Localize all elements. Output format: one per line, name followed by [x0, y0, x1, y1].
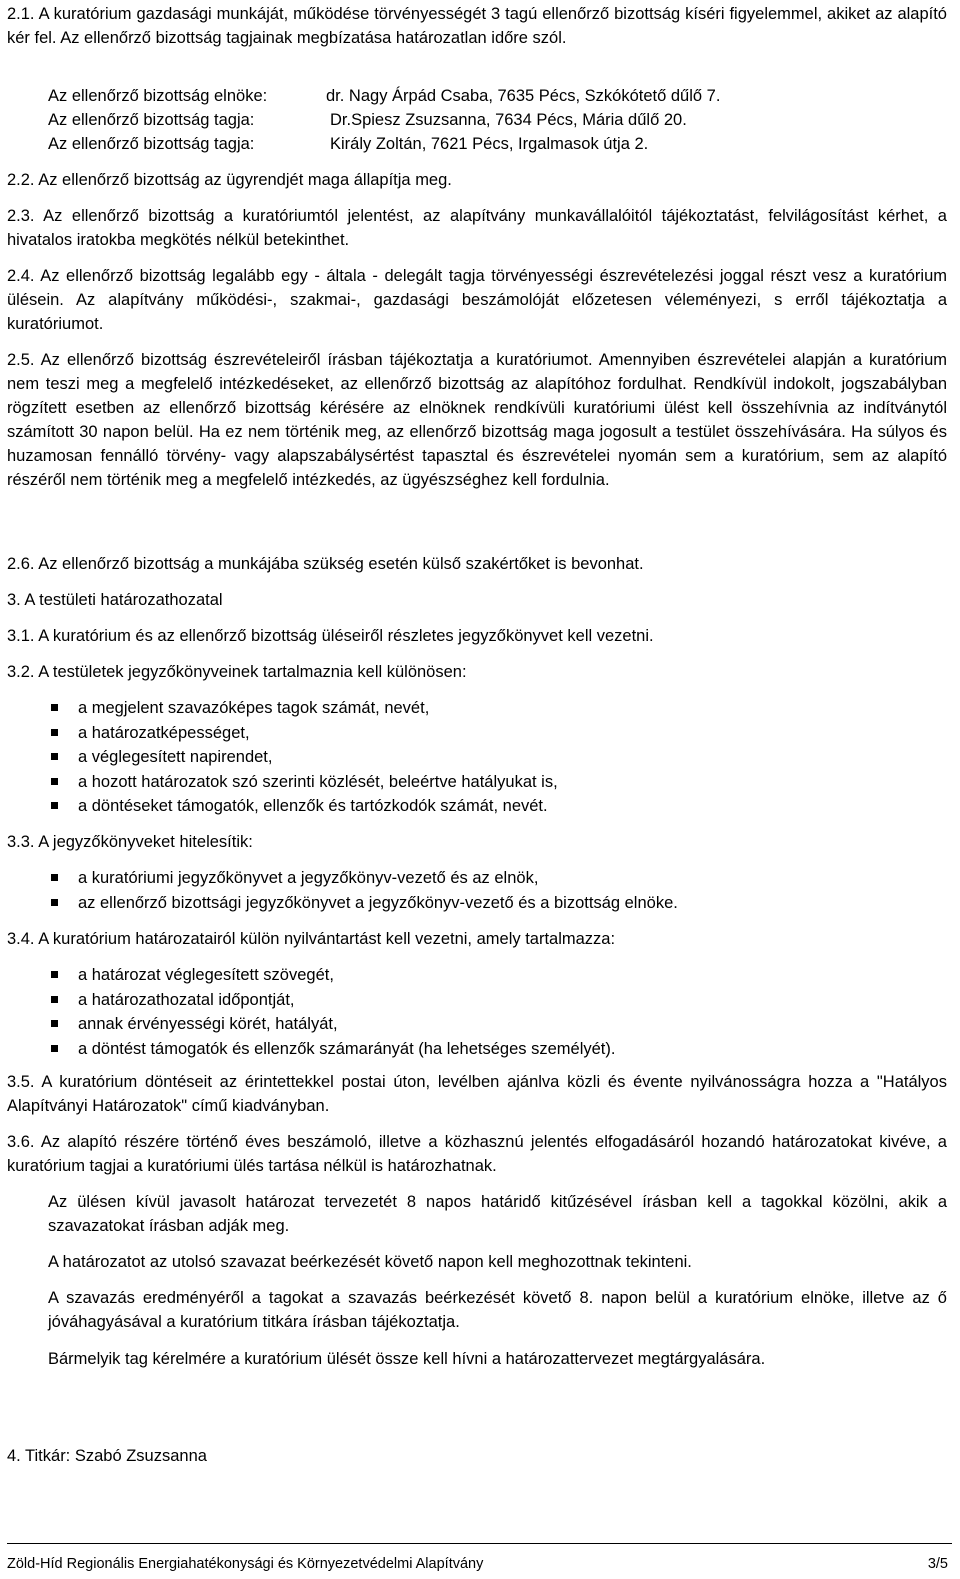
paragraph-number: 3.5.	[7, 1073, 35, 1091]
paragraph-3-5	[7, 1070, 947, 1118]
paragraph-text: A testületek jegyzőkönyveinek tartalmaznia kell különösen:	[38, 663, 467, 681]
list-3-4	[48, 963, 615, 1061]
paragraph-3-6	[7, 1130, 947, 1178]
section-heading-4: 4. Titkár: Szabó Zsuzsanna	[7, 1447, 207, 1465]
bullet-square-icon	[51, 874, 58, 881]
paragraph-text: Az ellenőrző bizottság a kuratóriumtól jelentést, az alapítvány munkavállalóitól tájékoztatást, felvilágosítást kérhet, a hivatalos iratokba megkötés nélkül betekinthet.	[7, 207, 947, 249]
paragraph-3-1	[7, 624, 947, 648]
footer-divider	[7, 1543, 952, 1544]
section-heading-3: 3. A testületi határozathozatal	[7, 591, 223, 609]
member-1	[48, 108, 687, 132]
paragraph-number: 2.3.	[7, 207, 35, 225]
paragraph-3-6-d: A szavazás eredményéről a tagokat a szavazás beérkezését követő 8. napon belül a kuratórium elnöke, illetve az ő jóváhagyásával a kuratórium titkára írásban tájékoztatja.	[48, 1289, 947, 1331]
paragraph-text: A kuratórium gazdasági munkáját, működése törvényességét 3 tagú ellenőrző bizottság kíséri figyelemmel, akiket az alapító kér fel. Az ellenőrző bizottság tagjainak megbízatása határozatlan időre szól.	[7, 5, 947, 47]
member-chair	[48, 84, 720, 108]
member-label: Az ellenőrző bizottság elnöke:	[48, 87, 268, 105]
paragraph-text: A kuratórium határozatairól külön nyilvántartást kell vezetni, amely tartalmazza:	[38, 930, 616, 948]
bullet-square-icon	[51, 753, 58, 760]
paragraph-2-2	[7, 168, 947, 192]
paragraph-3-6-e: Bármelyik tag kérelmére a kuratórium ülését össze kell hívni a határozattervezet megtárgyalására.	[48, 1350, 766, 1368]
paragraph-3-3	[7, 830, 947, 854]
paragraph-3-6-b: Az ülésen kívül javasolt határozat tervezetét 8 napos határidő kitűzésével írásban kell a tagokkal közölni, akik a szavazatokat írásban adják meg.	[48, 1193, 947, 1235]
paragraph-number: 2.5.	[7, 351, 35, 369]
list-item: az ellenőrző bizottsági jegyzőkönyvet a jegyzőkönyv-vezető és a bizottság elnöke.	[48, 891, 678, 916]
list-item: a határozathozatal időpontját,	[48, 988, 615, 1013]
bullet-square-icon	[51, 729, 58, 736]
bullet-square-icon	[51, 1045, 58, 1052]
bullet-square-icon	[51, 971, 58, 978]
bullet-square-icon	[51, 704, 58, 711]
paragraph-number: 3.2.	[7, 663, 35, 681]
member-value: dr. Nagy Árpád Csaba, 7635 Pécs, Szkókótető dűlő 7.	[326, 87, 721, 105]
paragraph-3-6-c: A határozatot az utolsó szavazat beérkezését követő napon kell meghozottnak tekinteni.	[48, 1253, 692, 1271]
page-number: 3/5	[927, 1556, 948, 1572]
paragraph-text: A kuratórium és az ellenőrző bizottság üléseiről részletes jegyzőkönyvet kell vezetni.	[38, 627, 654, 645]
paragraph-2-3	[7, 204, 947, 252]
list-3-2	[48, 696, 558, 819]
paragraph-number: 2.4.	[7, 267, 35, 285]
bullet-square-icon	[51, 1020, 58, 1027]
list-item: a megjelent szavazóképes tagok számát, nevét,	[48, 696, 558, 721]
bullet-square-icon	[51, 778, 58, 785]
member-2	[48, 132, 648, 156]
bullet-square-icon	[51, 996, 58, 1003]
list-item: a döntést támogatók és ellenzők számarányát (ha lehetséges személyét).	[48, 1037, 615, 1062]
list-item: a határozat véglegesített szövegét,	[48, 963, 615, 988]
paragraph-number: 2.1.	[7, 5, 35, 23]
member-value: Dr.Spiesz Zsuzsanna, 7634 Pécs, Mária dűlő 20.	[330, 111, 687, 129]
member-label: Az ellenőrző bizottság tagja:	[48, 111, 255, 129]
paragraph-text: Az ellenőrző bizottság az ügyrendjét maga állapítja meg.	[38, 171, 452, 189]
paragraph-number: 2.6.	[7, 555, 35, 573]
bullet-square-icon	[51, 899, 58, 906]
paragraph-2-5	[7, 348, 947, 492]
list-item: a hozott határozatok szó szerinti közlését, beleértve hatályukat is,	[48, 770, 558, 795]
member-label: Az ellenőrző bizottság tagja:	[48, 135, 255, 153]
paragraph-2-4	[7, 264, 947, 336]
list-item: a kuratóriumi jegyzőkönyvet a jegyzőkönyv-vezető és az elnök,	[48, 866, 678, 891]
footer-organization: Zöld-Híd Regionális Energiahatékonysági és Környezetvédelmi Alapítvány	[7, 1556, 484, 1572]
list-item: a véglegesített napirendet,	[48, 745, 558, 770]
paragraph-text: Az alapító részére történő éves beszámoló, illetve a közhasznú jelentés elfogadásáról hozandó határozatokat kivéve, a kuratórium tagjai a kuratóriumi ülés tartása nélkül is határozhatnak.	[7, 1133, 947, 1175]
list-item: annak érvényességi körét, hatályát,	[48, 1012, 615, 1037]
member-value: Király Zoltán, 7621 Pécs, Irgalmasok útja 2.	[330, 135, 649, 153]
paragraph-number: 3.1.	[7, 627, 35, 645]
paragraph-3-2	[7, 660, 947, 684]
paragraph-text: A jegyzőkönyveket hitelesítik:	[38, 833, 253, 851]
paragraph-number: 3.3.	[7, 833, 35, 851]
paragraph-3-4	[7, 927, 947, 951]
paragraph-2-6	[7, 552, 947, 576]
bullet-square-icon	[51, 802, 58, 809]
paragraph-text: Az ellenőrző bizottság a munkájába szükség esetén külső szakértőket is bevonhat.	[38, 555, 644, 573]
paragraph-2-1	[7, 2, 947, 50]
paragraph-text: Az ellenőrző bizottság észrevételeiről írásban tájékoztatja a kuratóriumot. Amennyiben észrevételei alapján a kuratórium nem teszi meg a megfelelő intézkedéseket, az ellenőrző bizottság az alapítóhoz fordulhat. Rendkívül indokolt, jogszabályban rögzített esetben az ellenőrző bizottság kérésére az elnöknek rendkívüli kuratóriumi ülést kell összehívnia az indítványtól számított 30 napon belül. Ha ez nem történik meg, az ellenőrző bizottság maga jogosult a testület összehívására. Ha súlyos és huzamosan fennálló törvény- vagy alapszabálysértést tapasztal és észrevételei nyomán sem a kuratórium, sem az alapító részéről nem történik meg a megfelelő intézkedés, az ügyészséghez kell fordulnia.	[7, 351, 947, 489]
paragraph-number: 2.2.	[7, 171, 35, 189]
list-item: a határozatképességet,	[48, 721, 558, 746]
list-3-3	[48, 866, 678, 915]
paragraph-number: 3.6.	[7, 1133, 35, 1151]
paragraph-text: Az ellenőrző bizottság legalább egy - általa - delegált tagja törvényességi észrevételezési joggal részt vesz a kuratórium ülésein. Az alapítvány működési-, szakmai-, gazdasági beszámolóját előzetesen véleményezi, s erről tájékoztatja a kuratóriumot.	[7, 267, 947, 333]
list-item: a döntéseket támogatók, ellenzők és tartózkodók számát, nevét.	[48, 794, 558, 819]
paragraph-number: 3.4.	[7, 930, 35, 948]
paragraph-text: A kuratórium döntéseit az érintettekkel postai úton, levélben ajánlva közli és évente nyilvánosságra hozza a "Hatályos Alapítványi Határozatok" című kiadványban.	[7, 1073, 947, 1115]
